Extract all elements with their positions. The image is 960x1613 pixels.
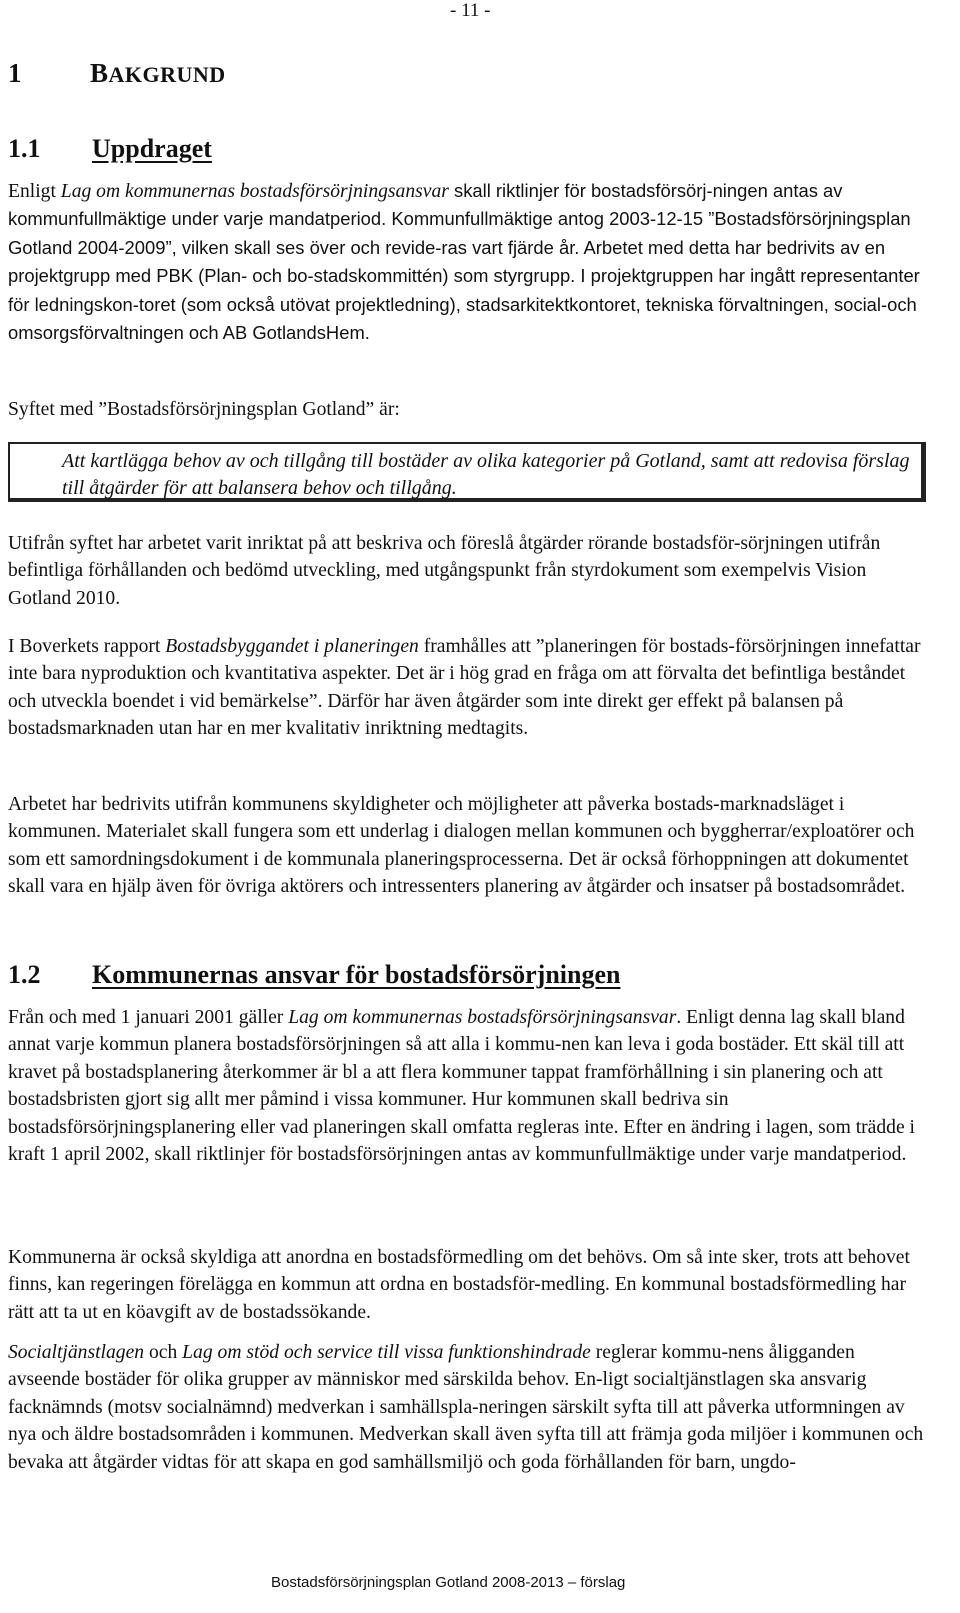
law-title: Lag om kommunernas bostadsförsörjningsansvar: [288, 1007, 677, 1028]
text-run: Från och med 1 januari 2001 gäller: [8, 1007, 289, 1028]
text-run: reglerar kommu-nens åligganden avseende bostäder för olika grupper av människor med särskilda behov. En-ligt socialtjänstlagen ska ansvarig facknämnds (motsv socialnämnd) medverkan i samhällspla-neringen särskilt syfta till att påverka utformningen av nya och äldre bostadsområden i kommunen. Medverkan skall även syfta till att främja goda miljöer i kommunen och bevaka att åtgärder vidtas för att skapa en god samhällsmiljö och goda förhållanden för barn, ungdo-: [8, 1342, 924, 1473]
text-run: Enligt: [8, 181, 61, 202]
paragraph-utifran: Utifrån syftet har arbetet varit inriktat på att beskriva och föreslå åtgärder rörande bostadsför-sörjningen utifrån befintliga förhållanden och bedömd utveckling, med utgångspunkt från styrdokument som exempelvis Vision Gotland 2010.: [8, 533, 881, 609]
paragraph-syfte-intro: Syftet med ”Bostadsförsörjningsplan Gotland” är:: [8, 399, 400, 420]
purpose-box: [8, 442, 926, 502]
paragraph-boverket: [8, 633, 928, 743]
law-title: Lag om stöd och service till vissa funktionshindrade: [182, 1342, 591, 1363]
section-heading-1-2: [8, 960, 620, 990]
law-title: Lag om kommunernas bostadsförsörjningsansvar: [60, 181, 449, 202]
paragraph-uppdraget: [8, 177, 928, 347]
section-title: Uppdraget: [92, 134, 212, 163]
paragraph-lag: [8, 1004, 928, 1168]
text-run: I Boverkets rapport: [8, 636, 166, 657]
page-number: - 11 -: [450, 0, 491, 21]
section-number: 1.1: [8, 134, 41, 163]
chapter-title-rest: AKGRUND: [108, 62, 226, 87]
paragraph-socialtjanst: [8, 1339, 928, 1476]
paragraph-bostadsformedling: Kommunerna är också skyldiga att anordna en bostadsförmedling om det behövs. Om så inte sker, trots att behovet finns, kan regeringen förelägga en kommun att ordna en bostadsför-medling. En kommunal bostadsförmedling har rätt att ta ut en köavgift av de bostadssökande.: [8, 1247, 910, 1323]
report-title: Bostadsbyggandet i planeringen: [165, 636, 419, 657]
section-heading-1-1: [8, 134, 212, 164]
text-run-sans: skall riktlinjer för bostadsförsörj-ningen antas av kommunfullmäktige under varje mandatperiod. Kommunfullmäktige antog 2003-12-15 ”Bostadsförsörjningsplan Gotland 2004-2009”, vilken skall ses över och revide-ras vart fjärde år. Arbetet med detta har bedrivits av en projektgrupp med PBK (Plan- och bo-stadskommittén) som styrgrupp. I projektgruppen har ingått representanter för ledningskon-toret (som också utövat projektledning), stadsarkitektkontoret, tekniska förvaltningen, social-och omsorgsförvaltningen och AB GotlandsHem.: [8, 180, 920, 344]
paragraph-arbetet: Arbetet har bedrivits utifrån kommunens skyldigheter och möjligheter att påverka bostads-marknadsläget i kommunen. Materialet skall fungera som ett underlag i dialogen mellan kommunen och byggherrar/exploatörer och som ett samordningsdokument i de kommunala planeringsprocesserna. Det är också förhoppningen att dokumentet skall vara en hjälp även för övriga aktörers och intressenters planering av åtgärder och insatser på bostadsområdet.: [8, 794, 915, 898]
text-run: och: [144, 1342, 183, 1363]
chapter-heading: [8, 58, 226, 89]
purpose-quote: Att kartlägga behov av och tillgång till bostäder av olika kategorier på Gotland, samt att redovisa förslag till åtgärder för att balansera behov och tillgång.: [62, 450, 910, 499]
text-run: framhålles att ”planeringen för bostads-försörjningen innefattar inte bara nyproduktion och kvantitativa aspekter. Det är i hög grad en fråga om att förvalta det befintliga beståndet och utveckla boendet i vid bemärkelse”. Därför har även åtgärder som inte direkt ger effekt på balansen på bostadsmarknaden utan har en mer kvalitativ inriktning medtagits.: [8, 636, 921, 740]
text-run: . Enligt denna lag skall bland annat varje kommun planera bostadsförsörjningen så att alla i kommu-nen kan leva i goda bostäder. Ett skäl till att kravet på bostadsplanering återkommer är bl a att flera kommuner tappat framförhållning i sin planering och att bostadsbristen gjort sig allt mer påmind i vissa kommuner. Hur kommunen skall bedriva sin bostadsförsörjningsplanering eller vad planeringen skall omfatta regleras inte. Efter en ändring i lagen, som trädde i kraft 1 april 2002, skall riktlinjer för bostadsförsörjningen antas av kommunfullmäktige under varje mandatperiod.: [8, 1007, 916, 1166]
chapter-title-initial: B: [90, 58, 109, 88]
section-title: Kommunernas ansvar för bostadsförsörjningen: [92, 960, 621, 989]
chapter-number: 1: [8, 58, 22, 88]
law-title: Socialtjänstlagen: [8, 1342, 145, 1363]
section-number: 1.2: [8, 960, 41, 989]
page-footer: Bostadsförsörjningsplan Gotland 2008-2013 – förslag: [271, 1574, 626, 1591]
